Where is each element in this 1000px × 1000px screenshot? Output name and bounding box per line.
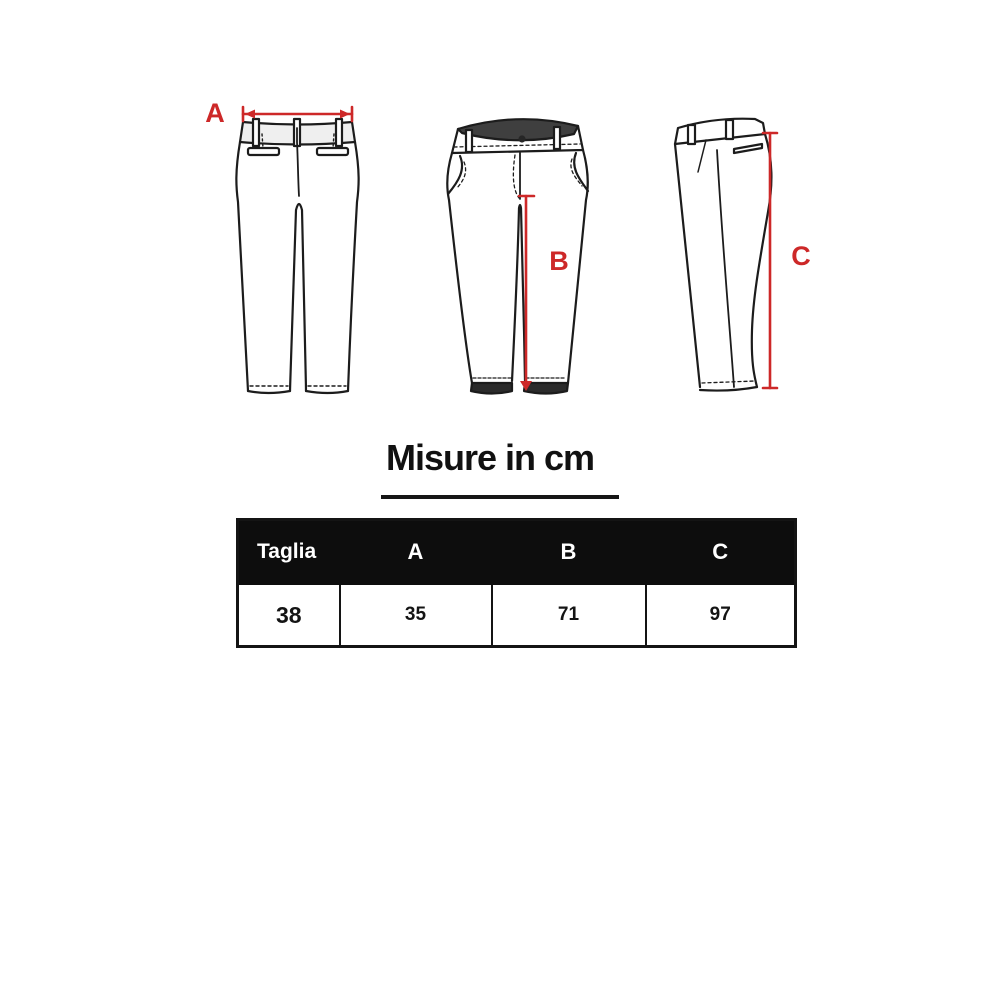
cell-b-value: 71: [492, 584, 646, 647]
size-table: [236, 518, 797, 648]
title-underline: [381, 495, 619, 499]
header-cell-taglia: Taglia: [238, 520, 340, 585]
cell-a-value: 35: [340, 584, 492, 647]
measure-c-line: [763, 133, 777, 388]
size-table-header-row: [238, 520, 796, 585]
cell-c-value: 97: [646, 584, 796, 647]
header-cell-c: C: [646, 520, 796, 585]
pants-back-view-drawing: [198, 92, 373, 402]
header-cell-a: A: [340, 520, 492, 585]
measure-label-b: B: [549, 246, 569, 276]
cell-taglia-value: 38: [238, 584, 340, 647]
measure-label-c: C: [791, 241, 811, 271]
header-cell-b: B: [492, 520, 646, 585]
pants-front-view-drawing: [440, 100, 600, 400]
page-title: Misure in cm: [385, 437, 595, 478]
size-table-row: [238, 584, 796, 647]
measure-label-a: A: [205, 98, 225, 128]
